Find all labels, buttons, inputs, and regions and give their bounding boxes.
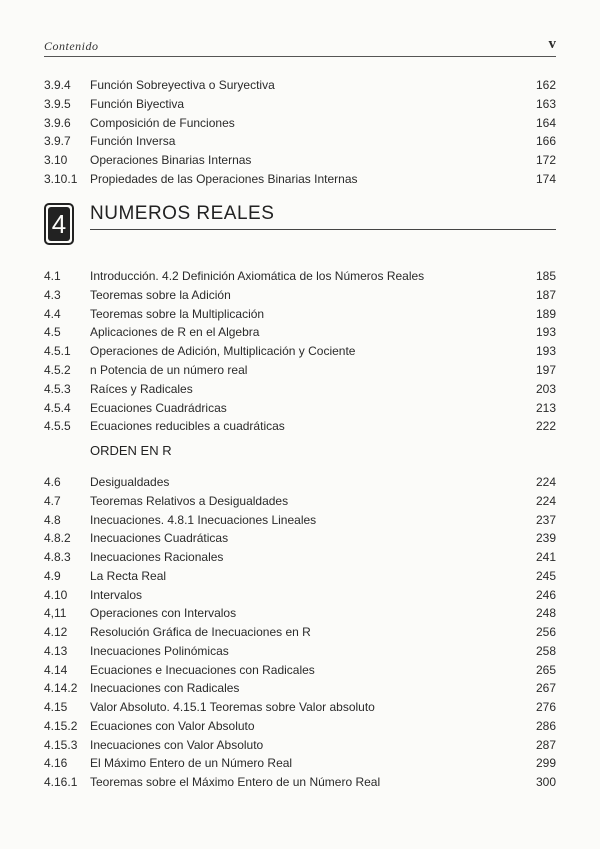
- entry-number: 4,11: [44, 606, 67, 621]
- entry-number: 4.4: [44, 306, 61, 321]
- toc-entry: [44, 511, 556, 529]
- toc-entry: [44, 170, 556, 188]
- toc-entry: [44, 754, 556, 772]
- toc-entry: [44, 132, 556, 150]
- toc-entry: [44, 736, 556, 754]
- toc-entry: [44, 604, 556, 622]
- entry-number: 3.10.1: [44, 172, 78, 186]
- entry-title: Raíces y Radicales: [90, 381, 193, 396]
- entry-page: 300: [535, 775, 556, 789]
- entry-page: 164: [535, 115, 556, 130]
- entry-title: Inecuaciones Polinómicas: [90, 643, 229, 658]
- entry-number: 4.8.3: [44, 550, 71, 564]
- chapter-title: NUMEROS REALES: [90, 203, 275, 224]
- toc-entry: [44, 492, 556, 510]
- entry-title: Inecuaciones con Valor Absoluto: [90, 737, 264, 752]
- entry-title: Composición de Funciones: [90, 115, 235, 130]
- entry-number: 4.14.2: [44, 681, 78, 696]
- entry-title: Teoremas Relativos a Desigualdades: [90, 493, 289, 508]
- entry-page: 276: [535, 700, 556, 714]
- toc-entry: [44, 286, 556, 304]
- toc-entry: [44, 473, 556, 491]
- entry-number: 4.1: [44, 269, 61, 283]
- section-heading: ORDEN EN R: [90, 443, 172, 458]
- entry-title: Inecuaciones. 4.8.1 Inecuaciones Lineales: [90, 512, 317, 527]
- toc-entry: [44, 114, 556, 132]
- entry-page: 197: [535, 363, 556, 377]
- entry-title: Ecuaciones reducibles a cuadráticas: [90, 419, 285, 434]
- toc-entry: [44, 342, 556, 360]
- toc-entry: [44, 586, 556, 604]
- entry-page: 166: [535, 134, 556, 149]
- entry-number: 4.7: [44, 493, 61, 508]
- chapter-number-badge: [44, 203, 74, 245]
- toc-entry: [44, 548, 556, 566]
- entry-page: 258: [535, 643, 556, 658]
- toc-entry: [44, 698, 556, 716]
- entry-number: 4.16: [44, 756, 68, 771]
- entry-title: n Potencia de un número real: [90, 363, 248, 377]
- entry-page: 163: [535, 96, 556, 111]
- entry-title: Función Inversa: [90, 134, 176, 149]
- entry-number: 4.9: [44, 568, 61, 583]
- entry-page: 299: [535, 756, 556, 771]
- entry-page: 245: [535, 568, 556, 583]
- toc-entry: [44, 267, 556, 285]
- chapter-heading: [44, 203, 556, 251]
- toc-entry: [44, 529, 556, 547]
- entry-number: 4.3: [44, 287, 61, 302]
- entry-number: 3.9.6: [44, 115, 71, 130]
- entry-page: 172: [535, 153, 556, 168]
- entry-page: 286: [535, 718, 556, 733]
- toc-entry: [44, 773, 556, 791]
- entry-page: 203: [535, 381, 556, 396]
- entry-page: 287: [535, 737, 556, 752]
- entry-title: Valor Absoluto. 4.15.1 Teoremas sobre Valor absoluto: [90, 700, 375, 714]
- entry-page: 241: [535, 550, 556, 564]
- entry-number: 4.13: [44, 643, 68, 658]
- entry-number: 4.14: [44, 662, 68, 677]
- toc-entry: [44, 305, 556, 323]
- entry-number: 4.5.2: [44, 363, 71, 377]
- entry-page: 265: [535, 662, 556, 677]
- entry-number: 4.16.1: [44, 775, 78, 789]
- entry-number: 4.5: [44, 325, 61, 340]
- toc-entry: [44, 642, 556, 660]
- page-header: [44, 36, 556, 57]
- entry-number: 3.10: [44, 153, 68, 168]
- entry-number: 4.5.4: [44, 400, 71, 415]
- entry-number: 4.12: [44, 625, 68, 639]
- entry-page: 187: [535, 287, 556, 302]
- entry-number: 4.6: [44, 475, 61, 489]
- entry-title: Introducción. 4.2 Definición Axiomática de los Números Reales: [90, 269, 425, 283]
- toc-entry: [44, 417, 556, 435]
- entry-title: Teoremas sobre la Adición: [90, 287, 231, 302]
- entry-number: 4.15.2: [44, 718, 78, 733]
- entry-page: 193: [535, 344, 556, 359]
- entry-page: 239: [535, 531, 556, 546]
- entry-page: 193: [535, 325, 556, 340]
- entry-title: Teoremas sobre el Máximo Entero de un Número Real: [90, 775, 381, 789]
- entry-number: 3.9.7: [44, 134, 71, 149]
- entry-title: Operaciones con Intervalos: [90, 606, 237, 621]
- entry-title: Intervalos: [90, 587, 143, 602]
- entry-title: Inecuaciones Cuadráticas: [90, 531, 229, 546]
- entry-title: Función Biyectiva: [90, 96, 185, 111]
- entry-page: 248: [535, 606, 556, 621]
- chapter-number: 4: [48, 207, 70, 241]
- entry-number: 4.15: [44, 700, 68, 714]
- entry-title: Inecuaciones Racionales: [90, 550, 224, 564]
- toc-entry: [44, 717, 556, 735]
- header-title: Contenido: [44, 39, 99, 53]
- toc-entry: [44, 679, 556, 697]
- entry-title: Ecuaciones Cuadrádricas: [90, 400, 227, 415]
- entry-title: La Recta Real: [90, 568, 167, 583]
- entry-number: 3.9.5: [44, 96, 71, 111]
- entry-title: Propiedades de las Operaciones Binarias Internas: [90, 172, 358, 186]
- entry-page: 162: [535, 78, 556, 92]
- entry-title: Operaciones Binarias Internas: [90, 153, 252, 168]
- toc-entry: [44, 623, 556, 641]
- entry-page: 222: [535, 419, 556, 434]
- toc-entry: [44, 661, 556, 679]
- chapter-rule: [90, 229, 556, 230]
- toc-entry: [44, 399, 556, 417]
- entry-title: Operaciones de Adición, Multiplicación y Cociente: [90, 344, 356, 359]
- entry-page: 174: [535, 172, 556, 186]
- entry-page: 213: [535, 400, 556, 415]
- entry-title: Función Sobreyectiva o Suryectiva: [90, 78, 275, 92]
- toc-entry: [44, 567, 556, 585]
- entry-title: Resolución Gráfica de Inecuaciones en R: [90, 625, 311, 639]
- toc-entry: [44, 151, 556, 169]
- entry-number: 4.5.5: [44, 419, 71, 434]
- entry-number: 4.15.3: [44, 737, 78, 752]
- toc-entry: [44, 76, 556, 94]
- entry-page: 256: [535, 625, 556, 639]
- entry-page: 224: [535, 493, 556, 508]
- entry-number: 4.5.1: [44, 344, 71, 359]
- toc-entry: [44, 361, 556, 379]
- entry-page: 189: [535, 306, 556, 321]
- entry-title: Inecuaciones con Radicales: [90, 681, 240, 696]
- entry-title: Aplicaciones de R en el Algebra: [90, 325, 260, 340]
- entry-page: 246: [535, 587, 556, 602]
- entry-number: 4.8.2: [44, 531, 71, 546]
- entry-page: 185: [535, 269, 556, 283]
- entry-title: Desigualdades: [90, 475, 170, 489]
- entry-number: 4.8: [44, 512, 61, 527]
- entry-page: 224: [535, 475, 556, 489]
- entry-title: El Máximo Entero de un Número Real: [90, 756, 293, 771]
- entry-title: Ecuaciones con Valor Absoluto: [90, 718, 255, 733]
- entry-title: Ecuaciones e Inecuaciones con Radicales: [90, 662, 315, 677]
- entry-page: 237: [535, 512, 556, 527]
- toc-entry: [44, 323, 556, 341]
- entry-title: Teoremas sobre la Multiplicación: [90, 306, 265, 321]
- toc-entry: [44, 95, 556, 113]
- header-page-number: v: [548, 36, 556, 52]
- entry-number: 4.5.3: [44, 381, 71, 396]
- entry-number: 3.9.4: [44, 78, 71, 92]
- entry-page: 267: [535, 681, 556, 696]
- toc-entry: [44, 380, 556, 398]
- entry-number: 4.10: [44, 587, 68, 602]
